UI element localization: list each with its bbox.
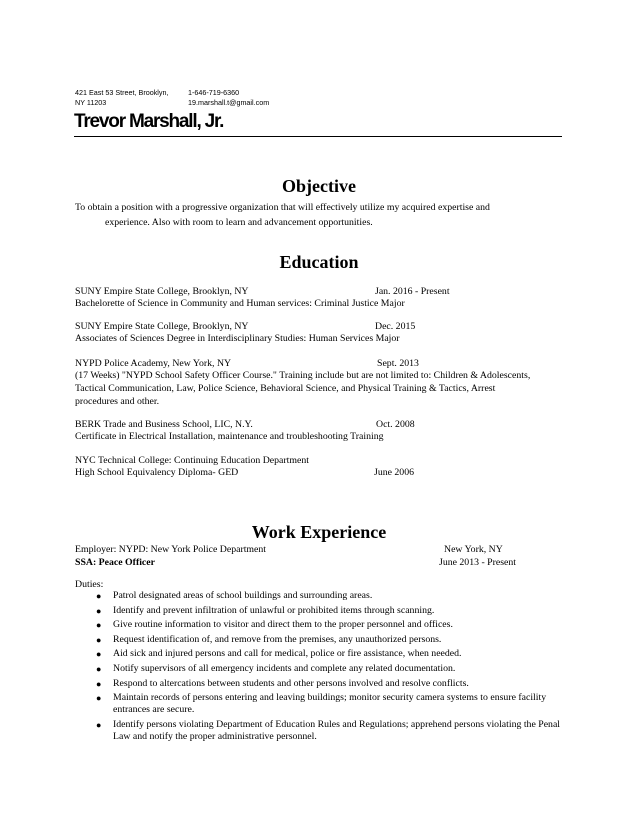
edu-detail: Tactical Communication, Law, Police Science, Behavioral Science, and Physical Training & Tactics, Arrest	[75, 383, 496, 394]
edu-date: Jan. 2016 - Present	[375, 286, 450, 297]
objective-line-2: experience. Also with room to learn and advancement opportunities.	[105, 217, 373, 228]
bullet-icon: ●	[96, 719, 102, 730]
work-heading: Work Experience	[251, 522, 387, 542]
edu-date: Oct. 2008	[376, 419, 415, 430]
edu-school: NYPD Police Academy, New York, NY	[75, 358, 232, 369]
edu-school: SUNY Empire State College, Brooklyn, NY	[75, 286, 249, 297]
objective-heading: Objective	[282, 176, 356, 196]
list-item: ● Patrol designated areas of school buildings and surrounding areas.	[96, 590, 373, 601]
edu-date: Dec. 2015	[375, 321, 416, 332]
edu-detail: Bachelorette of Science in Community and Human services: Criminal Justice Major	[75, 298, 405, 309]
edu-detail: Associates of Sciences Degree in Interdisciplinary Studies: Human Services Major	[75, 333, 400, 344]
bullet-icon: ●	[96, 663, 102, 674]
job-title: SSA: Peace Officer	[75, 557, 155, 568]
objective-line-1: To obtain a position with a progressive organization that will effectively utilize my acquired expertise and	[75, 202, 490, 213]
work-dates: June 2013 - Present	[439, 557, 517, 568]
duties-list	[96, 590, 566, 746]
address-line-1: 421 East 53 Street, Brooklyn,	[75, 88, 169, 97]
list-item: ● Give routine information to visitor and direct them to the proper personnel and offices.	[96, 619, 453, 631]
applicant-name: Trevor Marshall, Jr.	[74, 111, 224, 132]
edu-school: BERK Trade and Business School, LIC, N.Y.	[75, 419, 253, 430]
phone-number: 1-646-719-6360	[188, 88, 240, 97]
list-item: ● Maintain records of persons entering and leaving buildings; monitor security camera systems to ensure facility entrances are secure.	[96, 692, 547, 716]
work-location: New York, NY	[444, 544, 503, 555]
edu-detail: Certificate in Electrical Installation, maintenance and troubleshooting Training	[75, 431, 384, 442]
edu-detail: High School Equivalency Diploma- GED	[75, 467, 239, 478]
header-divider	[74, 136, 562, 137]
address-line-2: NY 11203	[75, 97, 107, 107]
contact-address	[75, 88, 169, 107]
bullet-icon: ●	[96, 591, 102, 601]
bullet-icon: ●	[96, 634, 102, 645]
edu-date: June 2006	[374, 467, 415, 478]
bullet-icon: ●	[96, 649, 102, 660]
contact-phone-email	[188, 88, 269, 107]
edu-school: NYC Technical College: Continuing Education Department	[75, 455, 309, 466]
edu-detail: (17 Weeks) "NYPD School Safety Officer Course." Training include but are not limited to: Children & Adolescents,	[75, 370, 531, 381]
bullet-icon: ●	[96, 605, 102, 616]
bullet-icon: ●	[96, 693, 102, 704]
edu-date: Sept. 2013	[377, 358, 419, 369]
edu-detail: procedures and other.	[75, 396, 160, 407]
employer: Employer: NYPD: New York Police Department	[75, 544, 267, 555]
list-item: ● Request identification of, and remove from the premises, any unauthorized persons.	[96, 633, 442, 645]
edu-school: SUNY Empire State College, Brooklyn, NY	[75, 321, 249, 332]
list-item: ● Identify and prevent infiltration of unlawful or prohibited items through scanning.	[96, 604, 435, 616]
duties-label: Duties:	[75, 579, 104, 590]
education-heading: Education	[279, 252, 359, 272]
bullet-icon: ●	[96, 620, 102, 631]
list-item: ● Notify supervisors of all emergency incidents and complete any related documentation.	[96, 662, 456, 674]
email-address: 19.marshall.t@gmail.com	[188, 97, 270, 107]
bullet-icon: ●	[96, 678, 102, 689]
list-item: ● Aid sick and injured persons and call for medical, police or fire assistance, when needed.	[96, 648, 462, 660]
list-item: ● Identify persons violating Department of Education Rules and Regulations; apprehend persons violating the Penal Law and notify the proper administrative personnel.	[96, 718, 561, 743]
list-item: ● Respond to altercations between students and other persons involved and resolve conflicts.	[96, 677, 469, 689]
